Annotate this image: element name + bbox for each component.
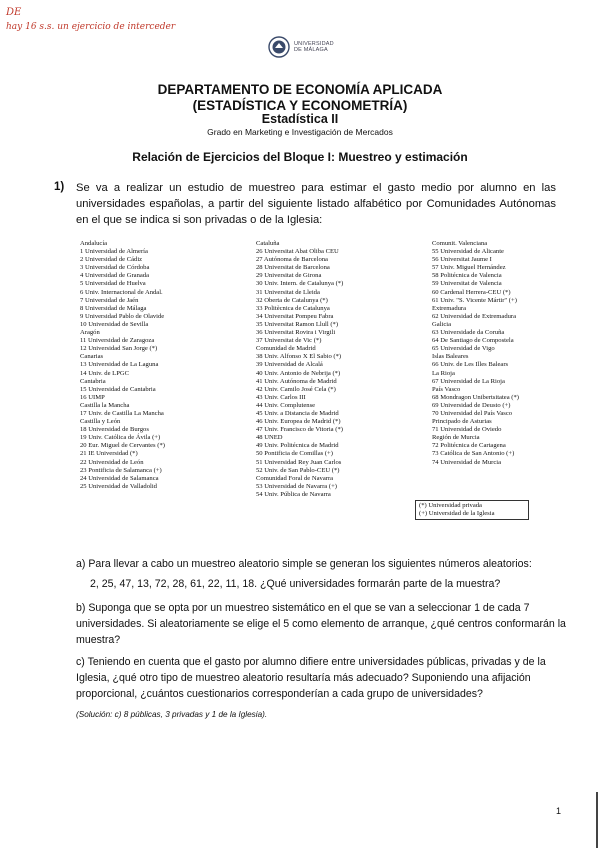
university-list-entry: 7 Universidad de Jaén (80, 296, 139, 304)
university-list-entry: 72 Politécnica de Cartagena (432, 442, 506, 450)
university-list-entry: 70 Universidad del País Vasco (432, 409, 513, 417)
university-list-entry: 4 Universidad de Granada (80, 272, 150, 280)
university-list-entry: 28 Universitat de Barcelona (256, 264, 330, 272)
university-list-entry: 43 Univ. Carlos III (256, 393, 306, 401)
item-c-text: c) Teniendo en cuenta que el gasto por alumno difiere entre universidades públicas, privadas y de la Iglesia, ¿qué otro tipo de muestreo aleatorio resultaría más adecuado? Suponiendo una afijación proporcional, ¿cuántos cuestionarios corresponderían a cada grupo de universidades? (76, 656, 546, 700)
university-list-entry: La Rioja (432, 369, 455, 377)
university-list-entry: 20 Eur. Miguel de Cervantes (*) (80, 442, 165, 450)
university-list-entry: 25 Universidad de Valladolid (80, 482, 157, 490)
university-list-entry: 6 Univ. Internacional de Andal. (80, 288, 163, 296)
university-list-entry: 5 Universidad de Huelva (80, 280, 146, 288)
university-list-entry: Principado de Asturias (432, 418, 492, 426)
university-list-entry: 3 Universidad de Córdoba (80, 264, 150, 272)
university-list-entry: 49 Univ. Politécnica de Madrid (256, 442, 339, 450)
university-list-entry: 59 Universitat de Valencia (432, 280, 502, 288)
university-list-entry: 18 Universidad de Burgos (80, 426, 149, 434)
university-list-entry: 13 Universidad de La Laguna (80, 361, 159, 369)
university-list-column-3 (432, 240, 519, 467)
university-list-entry: 53 Universidad de Navarra (+) (256, 482, 337, 490)
university-list-entry: 27 Autónoma de Barcelona (256, 256, 328, 264)
question-text: Se va a realizar un estudio de muestreo para estimar el gasto medio por alumno en las universidades españolas, a partir del siguiente listado alfabético por Comunidades Autónomas en el que se indica si son privadas o de la Iglesia: (76, 182, 556, 226)
university-list-entry: 62 Universidad de Extremadura (432, 312, 517, 320)
university-seal-icon (268, 36, 290, 58)
item-a-random-numbers: 2, 25, 47, 13, 72, 28, 61, 22, 11, 18. ¿Qué universidades formarán parte de la muestra? (90, 578, 501, 590)
university-list-entry: Comunit. Valenciana (432, 240, 488, 247)
university-list-entry: 73 Católica de San Antonio (+) (432, 450, 515, 458)
handwritten-note: hay 16 s.s. un ejercicio de interceder (6, 22, 176, 32)
university-list-entry: Castilla y León (80, 418, 121, 426)
university-list-entry: 57 Univ. Miguel Hernández (432, 264, 506, 272)
university-list-column-1 (80, 240, 165, 491)
university-list-column-2 (256, 240, 343, 499)
exercise-set-title: Relación de Ejercicios del Bloque I: Muestreo y estimación (132, 150, 468, 164)
page-edge-line (596, 792, 598, 848)
item-a-text: a) Para llevar a cabo un muestreo aleatorio simple se generan los siguientes números aleatorios: (76, 558, 532, 570)
university-list-entry: 60 Cardenal Herrera-CEU (*) (432, 288, 511, 296)
university-list-entry: 65 Universidad de Vigo (432, 345, 495, 353)
university-list-entry: 21 IE Universidad (*) (80, 450, 138, 458)
university-list-entry: 61 Univ. "S. Vicente Mártir" (+) (432, 296, 517, 304)
university-list-entry: 15 Universidad de Cantabria (80, 385, 156, 393)
university-list-entry: 36 Universitat Rovira i Virgili (256, 329, 336, 337)
university-list-entry: 22 Universidad de León (80, 458, 144, 466)
university-list-entry: 32 Oberta de Catalunya (*) (256, 296, 328, 304)
university-list-entry: 19 Univ. Católica de Ávila (+) (80, 434, 161, 442)
handwritten-initials: DE (6, 7, 22, 18)
university-list-entry: 30 Univ. Intern. de Catalunya (*) (256, 280, 344, 288)
logo-line-2: DE MÁLAGA (294, 47, 328, 53)
subdepartment-name: (ESTADÍSTICA Y ECONOMETRÍA) (192, 98, 408, 113)
course-title: Estadística II (261, 112, 339, 126)
university-list-entry: Islas Baleares (432, 353, 469, 361)
university-list-entry: Cantabria (80, 377, 106, 385)
university-list-entry: 51 Universidad Rey Juan Carlos (256, 458, 342, 466)
university-list-entry: 46 Univ. Europea de Madrid (*) (256, 418, 341, 426)
department-heading (0, 82, 600, 114)
university-list-entry: 24 Universidad de Salamanca (80, 474, 159, 482)
university-list-entry: 1 Universidad de Almería (80, 248, 148, 256)
legend-box (415, 500, 529, 520)
solution-note: (Solución: c) 8 públicas, 3 privadas y 1 de la Iglesia). (76, 710, 268, 719)
university-list-entry: 74 Universidad de Murcia (432, 458, 502, 466)
university-list-entry: 14 Univ. de LPGC (80, 369, 130, 377)
university-list-entry: 64 De Santiago de Compostela (432, 337, 514, 345)
legend-church: (+) Universidad de la Iglesia (419, 510, 495, 518)
university-list-entry: 58 Politécnica de Valencia (432, 272, 502, 280)
university-list-entry: 11 Universidad de Zaragoza (80, 337, 155, 345)
university-list-entry: 16 UIMP (80, 393, 105, 401)
handwritten-annotation (6, 6, 175, 34)
university-list-entry: 8 Universidad de Málaga (80, 304, 147, 312)
university-list-entry: 71 Universidad de Oviedo (432, 426, 502, 434)
university-list-entry: 45 Univ. a Distancia de Madrid (256, 409, 339, 417)
university-list-entry: 37 Universitat de Vic (*) (256, 337, 322, 345)
department-name: DEPARTAMENTO DE ECONOMÍA APLICADA (157, 82, 443, 97)
university-list-entry: 47 Univ. Francisco de Vitoria (*) (256, 426, 343, 434)
university-list-entry: 34 Universitat Pompeu Fabra (256, 312, 334, 320)
university-list-entry: 44 Univ. Complutense (256, 401, 316, 409)
university-list-entry: País Vasco (432, 385, 461, 393)
university-list-entry: 29 Universitat de Girona (256, 272, 322, 280)
university-list-entry: 12 Universidad San Jorge (*) (80, 345, 158, 353)
university-list-entry: 54 Univ. Pública de Navarra (256, 490, 331, 498)
university-list-entry: 33 Politècnica de Catalunya (256, 304, 330, 312)
university-list-entry: 41 Univ. Autónoma de Madrid (256, 377, 337, 385)
university-list-entry: Canarias (80, 353, 104, 361)
university-list-entry: 56 Universitat Jaume I (432, 256, 492, 264)
university-list-entry: 42 Univ. Camilo José Cela (*) (256, 385, 336, 393)
university-list-entry: 48 UNED (256, 434, 283, 442)
university-list-entry: 26 Universitat Abat Oliba CEU (256, 248, 339, 256)
university-list-entry: Cataluña (256, 240, 280, 247)
university-list-entry: Andalucía (80, 240, 108, 247)
university-list-entry: 31 Universitat de Lleida (256, 288, 320, 296)
logo-line-1: UNIVERSIDAD (294, 41, 334, 47)
university-list-entry: Aragón (80, 329, 100, 337)
university-list-entry: 67 Universidad de La Rioja (432, 377, 505, 385)
university-list-entry: Galicia (432, 320, 452, 328)
university-list-entry: Castilla la Mancha (80, 401, 130, 409)
university-list-entry: 69 Universidad de Deusto (+) (432, 401, 511, 409)
university-list-entry: 2 Universidad de Cádiz (80, 256, 143, 264)
university-list-entry: 23 Pontificia de Salamanca (+) (80, 466, 162, 474)
university-list-entry: 63 Universidade da Coruña (432, 329, 505, 337)
university-list-entry: Comunidad de Madrid (256, 345, 316, 353)
university-list-entry: Región de Murcia (432, 434, 480, 442)
university-list-entry: 55 Universidad de Alicante (432, 248, 504, 256)
page-number: 1 (556, 806, 562, 816)
degree-name: Grado en Marketing e Investigación de Mercados (207, 127, 393, 137)
university-list-entry: Extremadura (432, 304, 467, 312)
item-b-text: b) Suponga que se opta por un muestreo sistemático en el que se van a seleccionar 1 de cada 7 universidades. Si aleatoriamente se elige el 5 como elemento de arranque, ¿qué centros conformarán la muestra? (76, 602, 566, 646)
university-list-entry: 40 Univ. Antonio de Nebrija (*) (256, 369, 341, 377)
university-list-entry: 68 Mondragon Unibertsitatea (*) (432, 393, 519, 401)
university-list-entry: 66 Univ. de Les Illes Balears (432, 361, 509, 369)
university-list-entry: 52 Univ. de San Pablo-CEU (*) (256, 466, 340, 474)
university-list-entry: 17 Univ. de Castilla La Mancha (80, 409, 164, 417)
university-list-entry: 38 Univ. Alfonso X El Sabio (*) (256, 353, 342, 361)
university-list-entry: 35 Universitat Ramon Llull (*) (256, 320, 339, 328)
university-list-entry: 9 Universidad Pablo de Olavide (80, 312, 165, 320)
university-list-entry: 10 Universidad de Sevilla (80, 320, 149, 328)
question-number: 1) (54, 181, 65, 193)
university-list-entry: Comunidad Foral de Navarra (256, 474, 334, 482)
university-list-entry: 50 Pontificia de Comillas (+) (256, 450, 333, 458)
legend-private: (*) Universidad privada (419, 502, 482, 509)
university-logo (268, 36, 334, 58)
university-list-entry: 39 Universidad de Alcalá (256, 361, 323, 369)
